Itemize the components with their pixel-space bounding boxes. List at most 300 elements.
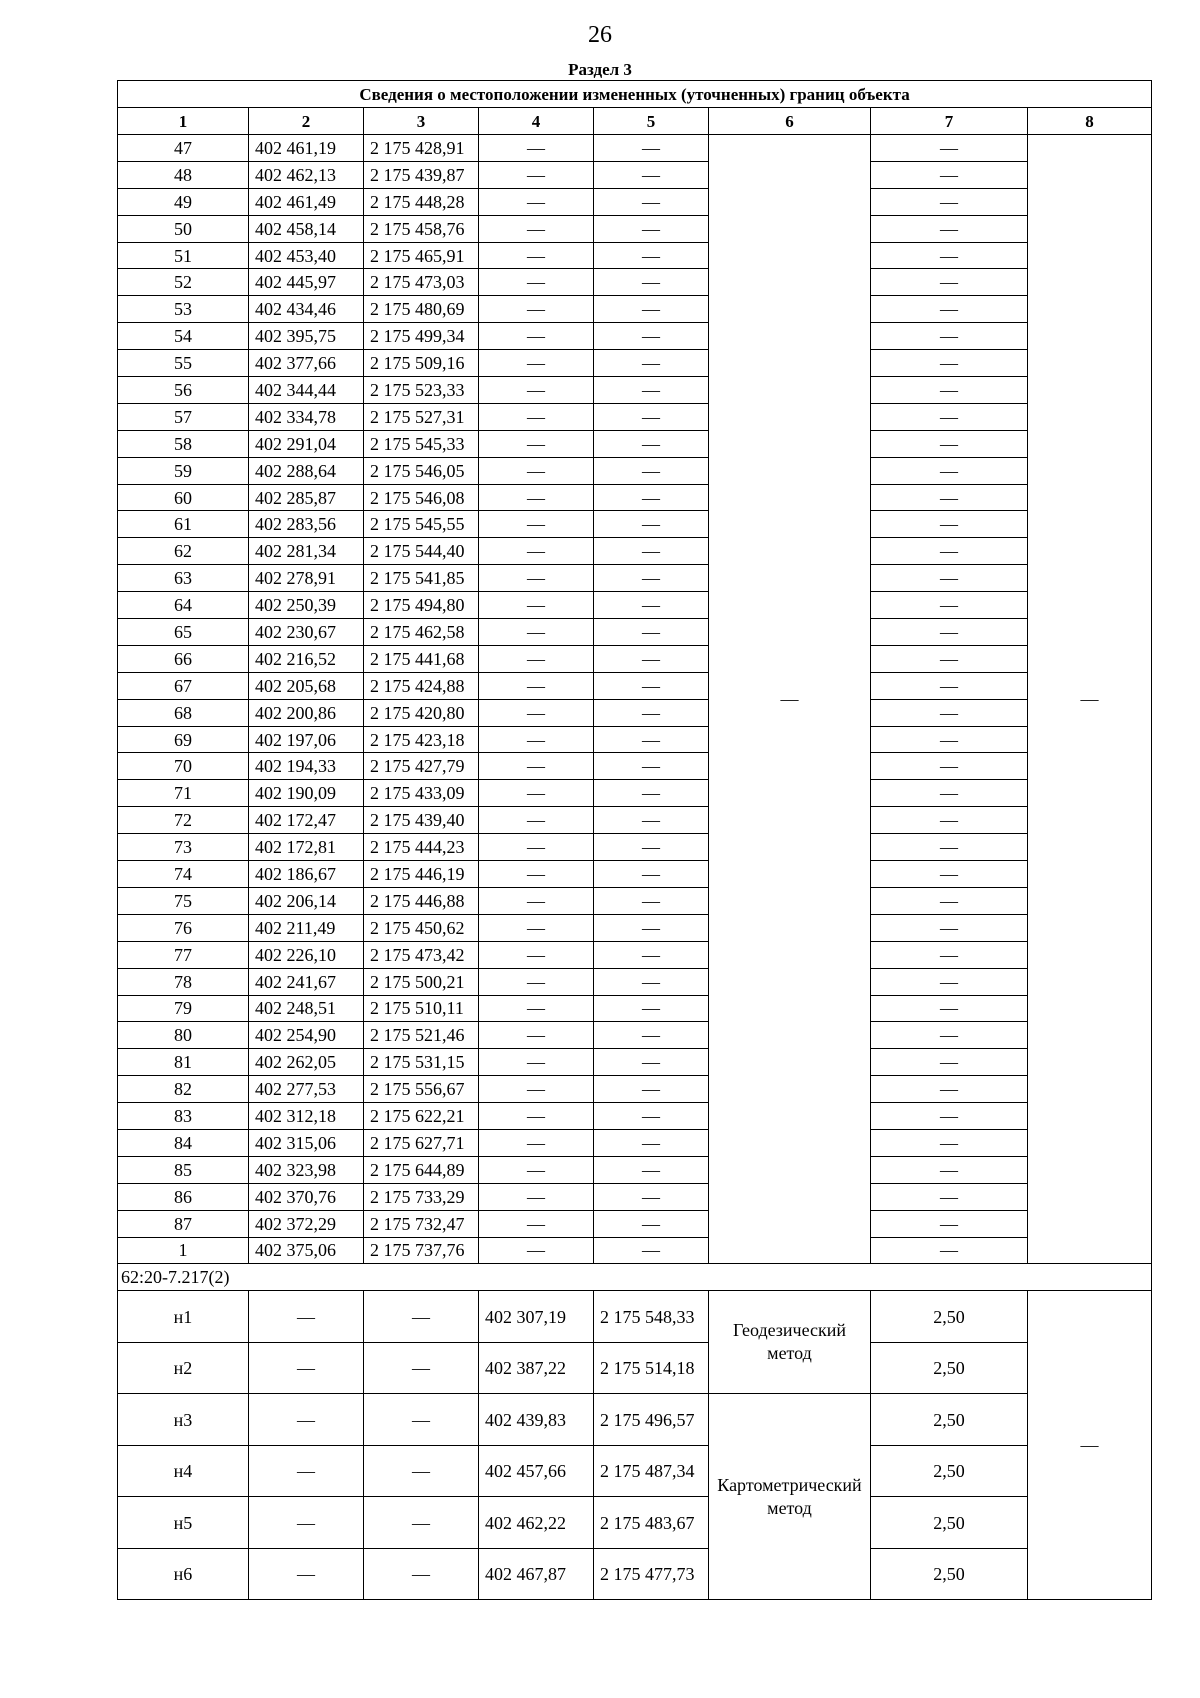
- accuracy-cell: —: [871, 296, 1028, 323]
- new-y-cell: 2 175 487,34: [594, 1445, 709, 1497]
- point-number-cell: 84: [118, 1129, 249, 1156]
- table-row: [118, 457, 1152, 484]
- accuracy-cell: —: [871, 161, 1028, 188]
- new-y-cell: —: [594, 968, 709, 995]
- point-number-cell: 50: [118, 215, 249, 242]
- old-y-cell: 2 175 465,91: [364, 242, 479, 269]
- old-y-cell: 2 175 441,68: [364, 645, 479, 672]
- old-x-cell: 402 283,56: [249, 511, 364, 538]
- new-y-cell: —: [594, 188, 709, 215]
- accuracy-cell: —: [871, 914, 1028, 941]
- old-x-cell: —: [249, 1548, 364, 1600]
- new-y-cell: —: [594, 538, 709, 565]
- point-number-cell: 79: [118, 995, 249, 1022]
- method-geodetic-cell: Геодезический метод: [709, 1291, 871, 1394]
- point-number-cell: 80: [118, 1022, 249, 1049]
- point-number-cell: 76: [118, 914, 249, 941]
- new-x-cell: —: [479, 350, 594, 377]
- table-row: [118, 377, 1152, 404]
- old-x-cell: 402 172,81: [249, 834, 364, 861]
- old-x-cell: 402 395,75: [249, 323, 364, 350]
- old-y-cell: 2 175 622,21: [364, 1103, 479, 1130]
- accuracy-cell: 2,50: [871, 1497, 1028, 1549]
- new-x-cell: —: [479, 592, 594, 619]
- new-x-cell: 402 439,83: [479, 1394, 594, 1446]
- old-y-cell: 2 175 556,67: [364, 1076, 479, 1103]
- old-x-cell: 402 445,97: [249, 269, 364, 296]
- accuracy-cell: —: [871, 538, 1028, 565]
- new-x-cell: —: [479, 538, 594, 565]
- old-x-cell: 402 281,34: [249, 538, 364, 565]
- old-y-cell: 2 175 448,28: [364, 188, 479, 215]
- accuracy-cell: —: [871, 403, 1028, 430]
- old-x-cell: 402 278,91: [249, 565, 364, 592]
- new-x-cell: —: [479, 780, 594, 807]
- new-x-cell: —: [479, 215, 594, 242]
- new-x-cell: —: [479, 1022, 594, 1049]
- old-y-cell: 2 175 423,18: [364, 726, 479, 753]
- table-row: [118, 296, 1152, 323]
- new-x-cell: —: [479, 484, 594, 511]
- point-number-cell: н2: [118, 1342, 249, 1394]
- table-row: [118, 1291, 1152, 1343]
- point-number-cell: 60: [118, 484, 249, 511]
- old-x-cell: —: [249, 1291, 364, 1343]
- new-y-cell: —: [594, 1076, 709, 1103]
- point-number-cell: 49: [118, 188, 249, 215]
- point-number-cell: 51: [118, 242, 249, 269]
- table-row: [118, 565, 1152, 592]
- table-row: [118, 941, 1152, 968]
- new-x-cell: 402 462,22: [479, 1497, 594, 1549]
- point-number-cell: 52: [118, 269, 249, 296]
- accuracy-cell: —: [871, 807, 1028, 834]
- accuracy-cell: 2,50: [871, 1342, 1028, 1394]
- table-row: [118, 1548, 1152, 1600]
- accuracy-cell: —: [871, 215, 1028, 242]
- old-x-cell: 402 462,13: [249, 161, 364, 188]
- table-row: [118, 215, 1152, 242]
- new-x-cell: —: [479, 619, 594, 646]
- table-row: [118, 834, 1152, 861]
- old-y-cell: 2 175 541,85: [364, 565, 479, 592]
- new-y-cell: —: [594, 887, 709, 914]
- old-y-cell: 2 175 527,31: [364, 403, 479, 430]
- old-y-cell: 2 175 732,47: [364, 1210, 479, 1237]
- new-x-cell: —: [479, 941, 594, 968]
- new-x-cell: —: [479, 269, 594, 296]
- new-y-cell: —: [594, 457, 709, 484]
- new-y-cell: —: [594, 511, 709, 538]
- new-y-cell: —: [594, 1049, 709, 1076]
- old-y-cell: 2 175 458,76: [364, 215, 479, 242]
- old-x-cell: 402 377,66: [249, 350, 364, 377]
- point-number-cell: 75: [118, 887, 249, 914]
- table-row: [118, 726, 1152, 753]
- table-row: [118, 1022, 1152, 1049]
- old-y-cell: 2 175 644,89: [364, 1156, 479, 1183]
- table-row: [118, 1394, 1152, 1446]
- old-y-cell: 2 175 480,69: [364, 296, 479, 323]
- new-y-cell: 2 175 496,57: [594, 1394, 709, 1446]
- table-row: [118, 619, 1152, 646]
- old-y-cell: —: [364, 1394, 479, 1446]
- old-y-cell: 2 175 427,79: [364, 753, 479, 780]
- old-x-cell: —: [249, 1394, 364, 1446]
- point-number-cell: 56: [118, 377, 249, 404]
- old-x-cell: 402 323,98: [249, 1156, 364, 1183]
- table-row: [118, 995, 1152, 1022]
- table-row: [118, 672, 1152, 699]
- parcel-row: [118, 1264, 1152, 1291]
- new-x-cell: —: [479, 753, 594, 780]
- new-x-cell: 402 467,87: [479, 1548, 594, 1600]
- new-y-cell: —: [594, 161, 709, 188]
- accuracy-cell: —: [871, 592, 1028, 619]
- new-y-cell: —: [594, 807, 709, 834]
- old-y-cell: 2 175 433,09: [364, 780, 479, 807]
- old-x-cell: 402 458,14: [249, 215, 364, 242]
- new-x-cell: —: [479, 699, 594, 726]
- new-y-cell: —: [594, 1210, 709, 1237]
- point-number-cell: 71: [118, 780, 249, 807]
- old-y-cell: 2 175 544,40: [364, 538, 479, 565]
- point-number-cell: 1: [118, 1237, 249, 1264]
- old-x-cell: 402 230,67: [249, 619, 364, 646]
- accuracy-cell: —: [871, 188, 1028, 215]
- point-number-cell: 69: [118, 726, 249, 753]
- new-x-cell: —: [479, 377, 594, 404]
- new-y-cell: —: [594, 914, 709, 941]
- point-number-cell: 63: [118, 565, 249, 592]
- new-x-cell: —: [479, 1210, 594, 1237]
- new-x-cell: 402 457,66: [479, 1445, 594, 1497]
- old-x-cell: 402 372,29: [249, 1210, 364, 1237]
- old-x-cell: 402 277,53: [249, 1076, 364, 1103]
- point-number-cell: 67: [118, 672, 249, 699]
- table-row: [118, 753, 1152, 780]
- table-body: [118, 81, 1152, 1600]
- table-row: [118, 484, 1152, 511]
- accuracy-cell: —: [871, 861, 1028, 888]
- table-row: [118, 323, 1152, 350]
- old-y-cell: 2 175 546,08: [364, 484, 479, 511]
- accuracy-cell: —: [871, 1210, 1028, 1237]
- boundary-table: [117, 80, 1152, 1600]
- accuracy-cell: —: [871, 350, 1028, 377]
- point-number-cell: 72: [118, 807, 249, 834]
- new-y-cell: —: [594, 780, 709, 807]
- point-number-cell: 57: [118, 403, 249, 430]
- point-number-cell: 65: [118, 619, 249, 646]
- new-y-cell: —: [594, 565, 709, 592]
- table-row: [118, 968, 1152, 995]
- parcel-number: 62:20-7.217(2): [118, 1264, 1152, 1291]
- old-x-cell: 402 315,06: [249, 1129, 364, 1156]
- new-x-cell: —: [479, 1129, 594, 1156]
- new-x-cell: —: [479, 807, 594, 834]
- point-number-cell: 66: [118, 645, 249, 672]
- table-row: [118, 914, 1152, 941]
- new-x-cell: —: [479, 457, 594, 484]
- accuracy-cell: —: [871, 726, 1028, 753]
- accuracy-cell: —: [871, 753, 1028, 780]
- new-y-cell: —: [594, 1103, 709, 1130]
- table-row: [118, 699, 1152, 726]
- new-x-cell: —: [479, 511, 594, 538]
- accuracy-cell: —: [871, 780, 1028, 807]
- old-x-cell: —: [249, 1445, 364, 1497]
- accuracy-cell: —: [871, 645, 1028, 672]
- column-number: 6: [709, 108, 871, 135]
- page-number: 26: [588, 22, 612, 48]
- point-number-cell: н6: [118, 1548, 249, 1600]
- new-y-cell: —: [594, 645, 709, 672]
- point-number-cell: н1: [118, 1291, 249, 1343]
- accuracy-cell: —: [871, 484, 1028, 511]
- description-cell: —: [1028, 1291, 1152, 1600]
- point-number-cell: 64: [118, 592, 249, 619]
- accuracy-cell: —: [871, 1156, 1028, 1183]
- old-y-cell: 2 175 444,23: [364, 834, 479, 861]
- accuracy-cell: —: [871, 968, 1028, 995]
- table-row: [118, 1129, 1152, 1156]
- old-y-cell: —: [364, 1497, 479, 1549]
- new-y-cell: —: [594, 242, 709, 269]
- table-row: [118, 1210, 1152, 1237]
- old-y-cell: 2 175 499,34: [364, 323, 479, 350]
- old-y-cell: —: [364, 1445, 479, 1497]
- table-row: [118, 1237, 1152, 1264]
- old-y-cell: 2 175 500,21: [364, 968, 479, 995]
- accuracy-cell: —: [871, 672, 1028, 699]
- old-x-cell: 402 291,04: [249, 430, 364, 457]
- accuracy-cell: —: [871, 619, 1028, 646]
- column-number: 8: [1028, 108, 1152, 135]
- new-y-cell: —: [594, 377, 709, 404]
- point-number-cell: 81: [118, 1049, 249, 1076]
- old-x-cell: 402 344,44: [249, 377, 364, 404]
- new-x-cell: —: [479, 861, 594, 888]
- accuracy-cell: —: [871, 269, 1028, 296]
- new-x-cell: —: [479, 1237, 594, 1264]
- old-x-cell: 402 216,52: [249, 645, 364, 672]
- table-row: [118, 1049, 1152, 1076]
- old-x-cell: —: [249, 1342, 364, 1394]
- point-number-cell: н5: [118, 1497, 249, 1549]
- accuracy-cell: —: [871, 1103, 1028, 1130]
- point-number-cell: 85: [118, 1156, 249, 1183]
- column-number: 5: [594, 108, 709, 135]
- old-y-cell: 2 175 627,71: [364, 1129, 479, 1156]
- new-x-cell: —: [479, 430, 594, 457]
- old-x-cell: 402 205,68: [249, 672, 364, 699]
- table-row: [118, 645, 1152, 672]
- old-x-cell: 402 200,86: [249, 699, 364, 726]
- new-x-cell: —: [479, 968, 594, 995]
- old-y-cell: 2 175 420,80: [364, 699, 479, 726]
- old-x-cell: 402 211,49: [249, 914, 364, 941]
- new-x-cell: —: [479, 914, 594, 941]
- column-number: 3: [364, 108, 479, 135]
- old-y-cell: 2 175 546,05: [364, 457, 479, 484]
- table-row: [118, 780, 1152, 807]
- old-y-cell: 2 175 439,40: [364, 807, 479, 834]
- new-y-cell: —: [594, 941, 709, 968]
- old-y-cell: 2 175 450,62: [364, 914, 479, 941]
- point-number-cell: 78: [118, 968, 249, 995]
- old-x-cell: 402 254,90: [249, 1022, 364, 1049]
- old-y-cell: 2 175 523,33: [364, 377, 479, 404]
- new-x-cell: —: [479, 188, 594, 215]
- section-title: Раздел 3: [568, 60, 632, 79]
- table-row: [118, 403, 1152, 430]
- new-x-cell: —: [479, 135, 594, 162]
- new-x-cell: —: [479, 323, 594, 350]
- accuracy-cell: 2,50: [871, 1548, 1028, 1600]
- old-y-cell: 2 175 510,11: [364, 995, 479, 1022]
- new-x-cell: —: [479, 1076, 594, 1103]
- new-y-cell: 2 175 514,18: [594, 1342, 709, 1394]
- method-cartometric-cell: Картометрический метод: [709, 1394, 871, 1600]
- accuracy-cell: —: [871, 135, 1028, 162]
- accuracy-cell: —: [871, 565, 1028, 592]
- new-y-cell: —: [594, 1022, 709, 1049]
- point-number-cell: 73: [118, 834, 249, 861]
- new-x-cell: —: [479, 995, 594, 1022]
- table-row: [118, 511, 1152, 538]
- old-y-cell: 2 175 446,19: [364, 861, 479, 888]
- accuracy-cell: —: [871, 941, 1028, 968]
- point-number-cell: н4: [118, 1445, 249, 1497]
- old-x-cell: 402 172,47: [249, 807, 364, 834]
- table-row: [118, 430, 1152, 457]
- point-number-cell: 47: [118, 135, 249, 162]
- accuracy-cell: —: [871, 834, 1028, 861]
- old-y-cell: 2 175 737,76: [364, 1237, 479, 1264]
- old-y-cell: 2 175 446,88: [364, 887, 479, 914]
- new-y-cell: 2 175 483,67: [594, 1497, 709, 1549]
- accuracy-cell: —: [871, 430, 1028, 457]
- column-number: 2: [249, 108, 364, 135]
- point-number-cell: 68: [118, 699, 249, 726]
- table-row: [118, 350, 1152, 377]
- point-number-cell: 82: [118, 1076, 249, 1103]
- old-y-cell: 2 175 424,88: [364, 672, 479, 699]
- new-x-cell: —: [479, 296, 594, 323]
- new-y-cell: —: [594, 672, 709, 699]
- accuracy-cell: —: [871, 1237, 1028, 1264]
- old-y-cell: 2 175 521,46: [364, 1022, 479, 1049]
- new-y-cell: —: [594, 1156, 709, 1183]
- old-x-cell: 402 370,76: [249, 1183, 364, 1210]
- column-number-row: [118, 108, 1152, 135]
- new-y-cell: —: [594, 430, 709, 457]
- accuracy-cell: —: [871, 1129, 1028, 1156]
- new-x-cell: —: [479, 726, 594, 753]
- accuracy-cell: —: [871, 1022, 1028, 1049]
- accuracy-cell: —: [871, 1076, 1028, 1103]
- point-number-cell: 86: [118, 1183, 249, 1210]
- old-y-cell: 2 175 428,91: [364, 135, 479, 162]
- point-number-cell: 53: [118, 296, 249, 323]
- point-number-cell: 87: [118, 1210, 249, 1237]
- table-row: [118, 538, 1152, 565]
- table-caption: Сведения о местоположении измененных (уточненных) границ объекта: [118, 81, 1152, 108]
- new-y-cell: —: [594, 323, 709, 350]
- point-number-cell: н3: [118, 1394, 249, 1446]
- old-x-cell: 402 434,46: [249, 296, 364, 323]
- accuracy-cell: —: [871, 457, 1028, 484]
- accuracy-cell: —: [871, 242, 1028, 269]
- new-y-cell: —: [594, 592, 709, 619]
- old-y-cell: 2 175 494,80: [364, 592, 479, 619]
- accuracy-cell: —: [871, 1049, 1028, 1076]
- old-x-cell: 402 186,67: [249, 861, 364, 888]
- column-number: 4: [479, 108, 594, 135]
- new-x-cell: —: [479, 242, 594, 269]
- old-x-cell: 402 248,51: [249, 995, 364, 1022]
- point-number-cell: 48: [118, 161, 249, 188]
- old-x-cell: 402 312,18: [249, 1103, 364, 1130]
- new-x-cell: —: [479, 403, 594, 430]
- new-y-cell: —: [594, 699, 709, 726]
- new-x-cell: —: [479, 1156, 594, 1183]
- point-number-cell: 54: [118, 323, 249, 350]
- accuracy-cell: —: [871, 377, 1028, 404]
- table-row: [118, 807, 1152, 834]
- new-y-cell: —: [594, 995, 709, 1022]
- point-number-cell: 55: [118, 350, 249, 377]
- method-cell: —: [709, 135, 871, 1264]
- old-x-cell: —: [249, 1497, 364, 1549]
- new-y-cell: —: [594, 619, 709, 646]
- table-row: [118, 1342, 1152, 1394]
- new-y-cell: —: [594, 834, 709, 861]
- new-y-cell: —: [594, 403, 709, 430]
- old-x-cell: 402 250,39: [249, 592, 364, 619]
- new-y-cell: —: [594, 135, 709, 162]
- new-y-cell: —: [594, 215, 709, 242]
- column-number: 1: [118, 108, 249, 135]
- new-y-cell: —: [594, 1237, 709, 1264]
- new-y-cell: —: [594, 753, 709, 780]
- new-y-cell: —: [594, 726, 709, 753]
- accuracy-cell: 2,50: [871, 1394, 1028, 1446]
- new-x-cell: —: [479, 834, 594, 861]
- accuracy-cell: —: [871, 323, 1028, 350]
- point-number-cell: 62: [118, 538, 249, 565]
- new-x-cell: —: [479, 1183, 594, 1210]
- point-number-cell: 59: [118, 457, 249, 484]
- old-y-cell: 2 175 545,33: [364, 430, 479, 457]
- accuracy-cell: —: [871, 995, 1028, 1022]
- point-number-cell: 83: [118, 1103, 249, 1130]
- accuracy-cell: —: [871, 511, 1028, 538]
- old-y-cell: —: [364, 1342, 479, 1394]
- new-x-cell: —: [479, 1049, 594, 1076]
- table-row: [118, 592, 1152, 619]
- old-x-cell: 402 334,78: [249, 403, 364, 430]
- old-x-cell: 402 461,19: [249, 135, 364, 162]
- table-row: [118, 1445, 1152, 1497]
- table-row: [118, 242, 1152, 269]
- new-y-cell: 2 175 548,33: [594, 1291, 709, 1343]
- new-x-cell: 402 387,22: [479, 1342, 594, 1394]
- old-y-cell: 2 175 545,55: [364, 511, 479, 538]
- new-y-cell: —: [594, 1183, 709, 1210]
- new-y-cell: —: [594, 269, 709, 296]
